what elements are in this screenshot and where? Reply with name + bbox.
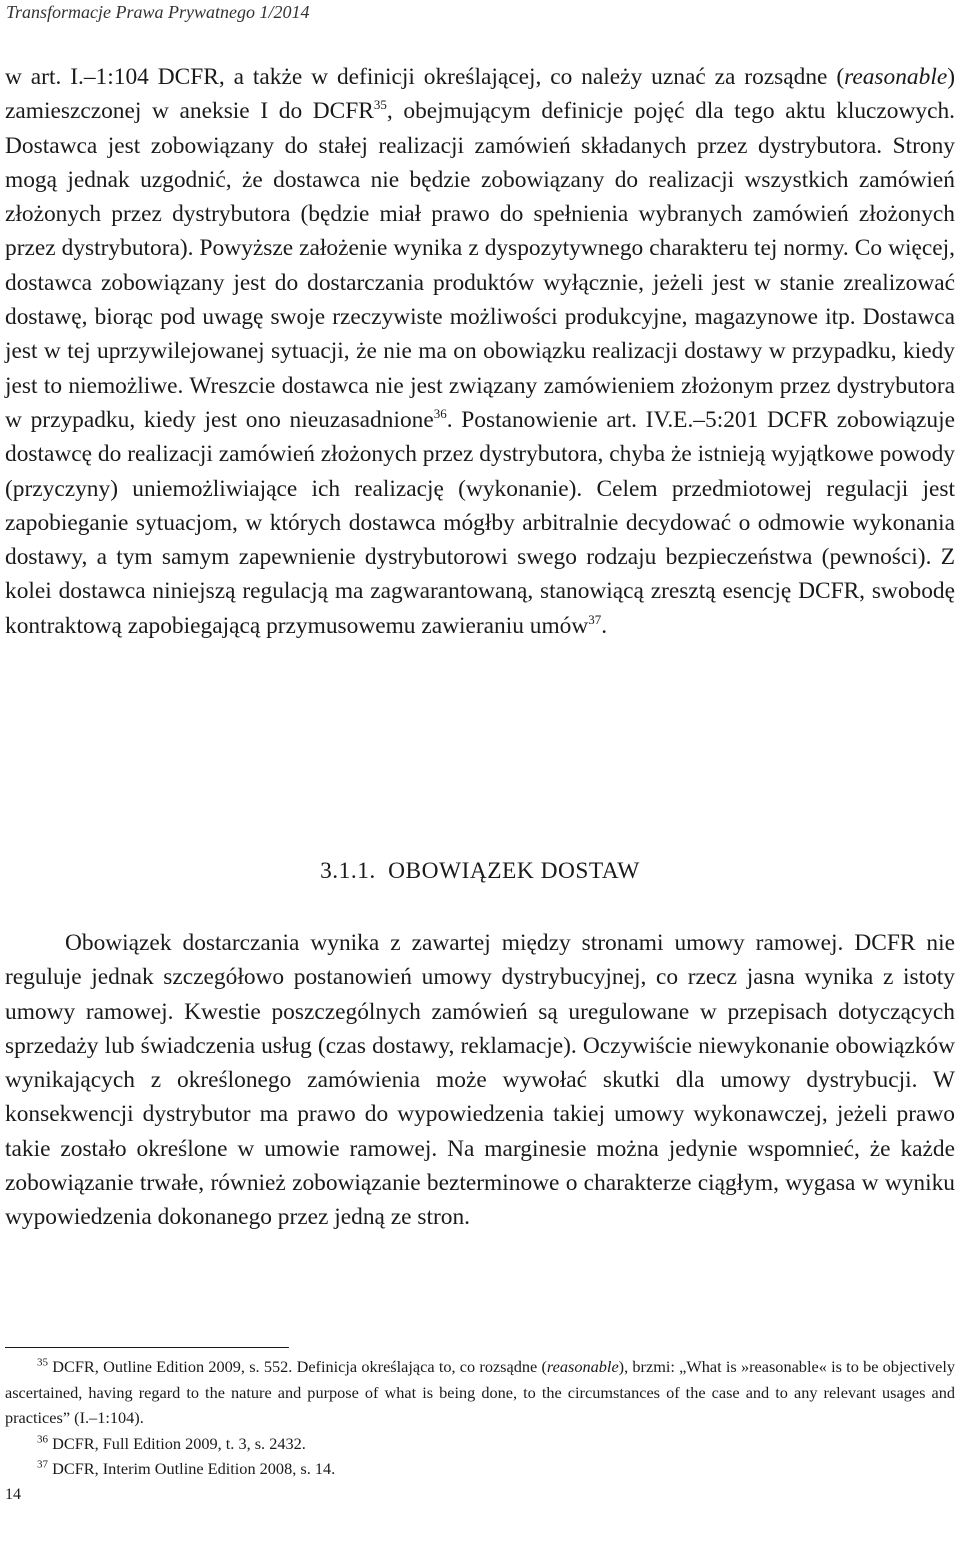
page-number: 14 (5, 1486, 21, 1503)
running-head: Transformacje Prawa Prywatnego 1/2014 (6, 2, 310, 22)
paragraph-1-text-e: . (601, 612, 608, 639)
footnote-ref-35[interactable]: 35 (373, 97, 387, 113)
paragraph-1-italic-term: reasonable (844, 64, 948, 90)
footnote-36 (5, 1431, 955, 1457)
footnotes (5, 1354, 955, 1482)
paragraph-2 (5, 926, 955, 1235)
footnote-text: DCFR, Interim Outline Edition 2008, s. 14. (52, 1459, 336, 1478)
paragraph-1-text-b: ) zamieszczonej w aneksie I do DCFR (5, 64, 955, 125)
footnote-ref-36[interactable]: 36 (433, 406, 447, 422)
paragraph-1 (5, 60, 955, 643)
paragraph-1-text-a: w art. I.–1:104 DCFR, a także w definicji określającej, co należy uznać za rozsądne ( (5, 64, 845, 90)
footnote-text: ), brzmi: „What is »reasonable« is to be objectively ascertained, having regard to the nature and purpose of what is being done, to the circumstances of the case and to any relevant usages and practices” (I.–1:104). (5, 1357, 956, 1427)
paragraph-2-text: Obowiązek dostarczania wynika z zawartej między stronami umowy ramowej. DCFR nie reguluje jednak szczegółowo postanowień umowy dystrybucyjnej, co rzecz jasna wynika z istoty umowy ramowej. Kwestie poszczególnych zamówień są uregulowane w przepisach dotyczących sprzedaży lub świadczenia usług (czas dostawy, reklamacje). Oczywiście niewykonanie obowiązków wynikających z określonego zamówienia może wywołać skutki dla umowy dystrybucji. W konsekwencji dystrybutor ma prawo do wypowiedzenia takiej umowy wykonawczej, jeżeli prawo takie zostało określone w umowie ramowej. Na marginesie można jedynie wspomnieć, że każde zobowiązanie trwałe, również zobowiązanie bezterminowe o charakterze ciągłym, wygasa w wyniku wypowiedzenia dokonanego przez jedną ze stron. (5, 930, 955, 1231)
footnote-text: DCFR, Outline Edition 2009, s. 552. Definicja określająca to, co rozsądne ( (52, 1357, 547, 1376)
footnote-italic-term: reasonable (546, 1357, 619, 1376)
section-title: OBOWIĄZEK DOSTAW (388, 858, 640, 884)
footnote-separator (5, 1347, 289, 1348)
section-heading (0, 858, 960, 885)
footnote-number: 37 (37, 1458, 48, 1471)
footnote-ref-37[interactable]: 37 (588, 611, 602, 627)
footnote-35 (5, 1354, 955, 1431)
footnote-number: 36 (37, 1433, 48, 1446)
footnote-number: 35 (37, 1356, 48, 1369)
footnote-37 (5, 1456, 955, 1482)
paragraph-1-text-c: , obejmującym definicje pojęć dla tego aktu kluczowych. Dostawca jest zobowiązany do stałej realizacji zamówień składanych przez dystrybutora. Strony mogą jednak uzgodnić, że dostawca nie będzie zobowiązany do realizacji wszystkich zamówień złożonych przez dystrybutora (będzie miał prawo do spełnienia wybranych zamówień złożonych przez dystrybutora). Powyższe założenie wynika z dyspozytywnego charakteru tej normy. Co więcej, dostawca zobowiązany jest do dostarczania produktów wyłącznie, jeżeli jest w stanie zrealizować dostawę, biorąc pod uwagę swoje rzeczywiste możliwości produkcyjne, magazynowe itp. Dostawca jest w tej uprzywilejowanej sytuacji, że nie ma on obowiązku realizacji dostawy w przypadku, kiedy jest to niemożliwe. Wreszcie dostawca nie jest związany zamówieniem złożonym przez dystrybutora w przypadku, kiedy jest ono nieuzasadnione (5, 98, 955, 433)
footnote-text: DCFR, Full Edition 2009, t. 3, s. 2432. (52, 1433, 306, 1453)
paragraph-1-text-d: . Postanowienie art. IV.E.–5:201 DCFR zobowiązuje dostawcę do realizacji zamówień złożonych przez dystrybutora, chyba że istnieją wyjątkowe powody (przyczyny) uniemożliwiające ich realizację (wykonanie). Celem przedmiotowej regulacji jest zapobieganie sytuacjom, w których dostawca mógłby arbitralnie decydować o odmowie wykonania dostawy, a tym samym zapewnienie dystrybutorowi swego rodzaju bezpieczeństwa (pewności). Z kolei dostawca niniejszą regulacją ma zagwarantowaną, stanowiącą zresztą esencję DCFR, swobodę kontraktową zapobiegającą przymusowemu zawieraniu umów (5, 406, 955, 639)
section-number: 3.1.1. (320, 858, 376, 884)
